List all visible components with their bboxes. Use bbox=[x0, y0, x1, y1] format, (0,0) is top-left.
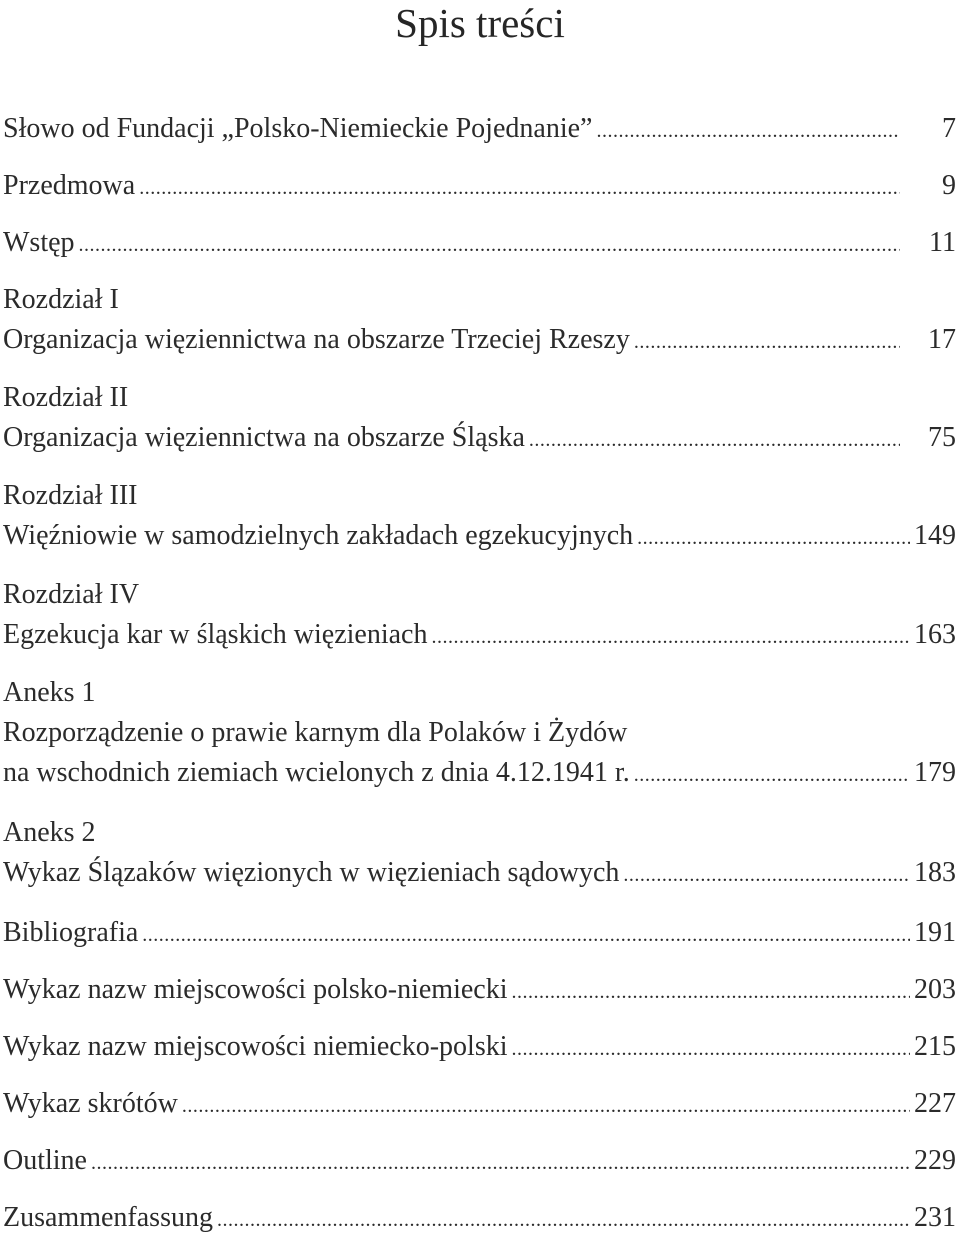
toc-entry bbox=[3, 578, 956, 654]
dot-leader bbox=[217, 1203, 910, 1237]
toc-entry-title: Bibliografia bbox=[3, 917, 139, 948]
dot-leader bbox=[634, 758, 910, 792]
dot-leader bbox=[139, 171, 900, 205]
toc-entry bbox=[3, 283, 956, 359]
toc-entry-title: Outline bbox=[3, 1145, 87, 1176]
toc-entry-heading: Aneks 1 bbox=[3, 677, 96, 708]
dot-leader bbox=[634, 325, 900, 359]
toc-entry-page: 227 bbox=[914, 1088, 956, 1119]
dot-leader bbox=[596, 114, 900, 148]
toc-entry bbox=[3, 1144, 956, 1180]
dot-leader bbox=[182, 1089, 910, 1123]
toc-entry bbox=[3, 381, 956, 457]
toc-entry-page: 183 bbox=[914, 857, 956, 888]
toc-entry bbox=[3, 112, 956, 148]
toc-entry-title: Przedmowa bbox=[3, 170, 136, 201]
toc-entry-page: 203 bbox=[914, 974, 956, 1005]
toc-entry-page: 231 bbox=[914, 1202, 956, 1233]
toc-entry-title: Wykaz Ślązaków więzionych w więzieniach sądowych bbox=[3, 857, 620, 888]
toc-entry-heading: Rozdział I bbox=[3, 284, 119, 315]
toc-entry-page: 179 bbox=[914, 757, 956, 788]
toc-entry-title: na wschodnich ziemiach wcielonych z dnia 4.12.1941 r. bbox=[3, 757, 630, 788]
dot-leader bbox=[623, 858, 910, 892]
toc-entry-page: 75 bbox=[928, 422, 956, 453]
toc-entry bbox=[3, 1030, 956, 1066]
toc-entry bbox=[3, 1201, 956, 1237]
toc-entry-page: 163 bbox=[914, 619, 956, 650]
toc-entry-page: 149 bbox=[914, 520, 956, 551]
toc-entry-page: 17 bbox=[928, 324, 956, 355]
toc-entry-title: Egzekucja kar w śląskich więzieniach bbox=[3, 619, 428, 650]
dot-leader bbox=[79, 228, 900, 262]
toc-entry-page: 7 bbox=[942, 113, 956, 144]
dot-leader bbox=[512, 975, 911, 1009]
dot-leader bbox=[637, 521, 910, 555]
toc-entry-page: 215 bbox=[914, 1031, 956, 1062]
page-title: Spis treści bbox=[395, 0, 565, 46]
toc-entry-title: Wykaz nazw miejscowości niemiecko-polski bbox=[3, 1031, 508, 1062]
toc-entry bbox=[3, 1087, 956, 1123]
toc-entry-heading: Rozdział III bbox=[3, 480, 138, 511]
toc-entry-title: Organizacja więziennictwa na obszarze Śląska bbox=[3, 422, 525, 453]
toc-entry-heading: Rozdział IV bbox=[3, 579, 140, 610]
toc-entry bbox=[3, 676, 956, 792]
toc-entry bbox=[3, 816, 956, 892]
dot-leader bbox=[142, 918, 910, 952]
toc-entry-title: Wstęp bbox=[3, 227, 75, 258]
toc-entry-heading: Aneks 2 bbox=[3, 817, 96, 848]
toc-entry-subtitle: Rozporządzenie o prawie karnym dla Polaków i Żydów bbox=[3, 717, 628, 748]
toc-entry-page: 191 bbox=[914, 917, 956, 948]
dot-leader bbox=[529, 423, 900, 457]
toc-entry-title: Więźniowie w samodzielnych zakładach egzekucyjnych bbox=[3, 520, 634, 551]
toc-entry-title: Organizacja więziennictwa na obszarze Trzeciej Rzeszy bbox=[3, 324, 630, 355]
dot-leader bbox=[431, 620, 910, 654]
toc-entry-title: Słowo od Fundacji „Polsko-Niemieckie Pojednanie” bbox=[3, 113, 593, 144]
toc-entry bbox=[3, 169, 956, 205]
toc-entry bbox=[3, 479, 956, 555]
toc-entry-page: 9 bbox=[942, 170, 956, 201]
toc-entry-page: 11 bbox=[929, 227, 956, 258]
toc-entry-page: 229 bbox=[914, 1145, 956, 1176]
dot-leader bbox=[512, 1032, 911, 1066]
toc-entry bbox=[3, 973, 956, 1009]
toc-entry-title: Wykaz skrótów bbox=[3, 1088, 178, 1119]
dot-leader bbox=[91, 1146, 910, 1180]
toc-entry-title: Wykaz nazw miejscowości polsko-niemiecki bbox=[3, 974, 508, 1005]
toc-entry-heading: Rozdział II bbox=[3, 382, 129, 413]
toc-entry bbox=[3, 226, 956, 262]
toc-entry bbox=[3, 916, 956, 952]
toc-entry-title: Zusammenfassung bbox=[3, 1202, 213, 1233]
